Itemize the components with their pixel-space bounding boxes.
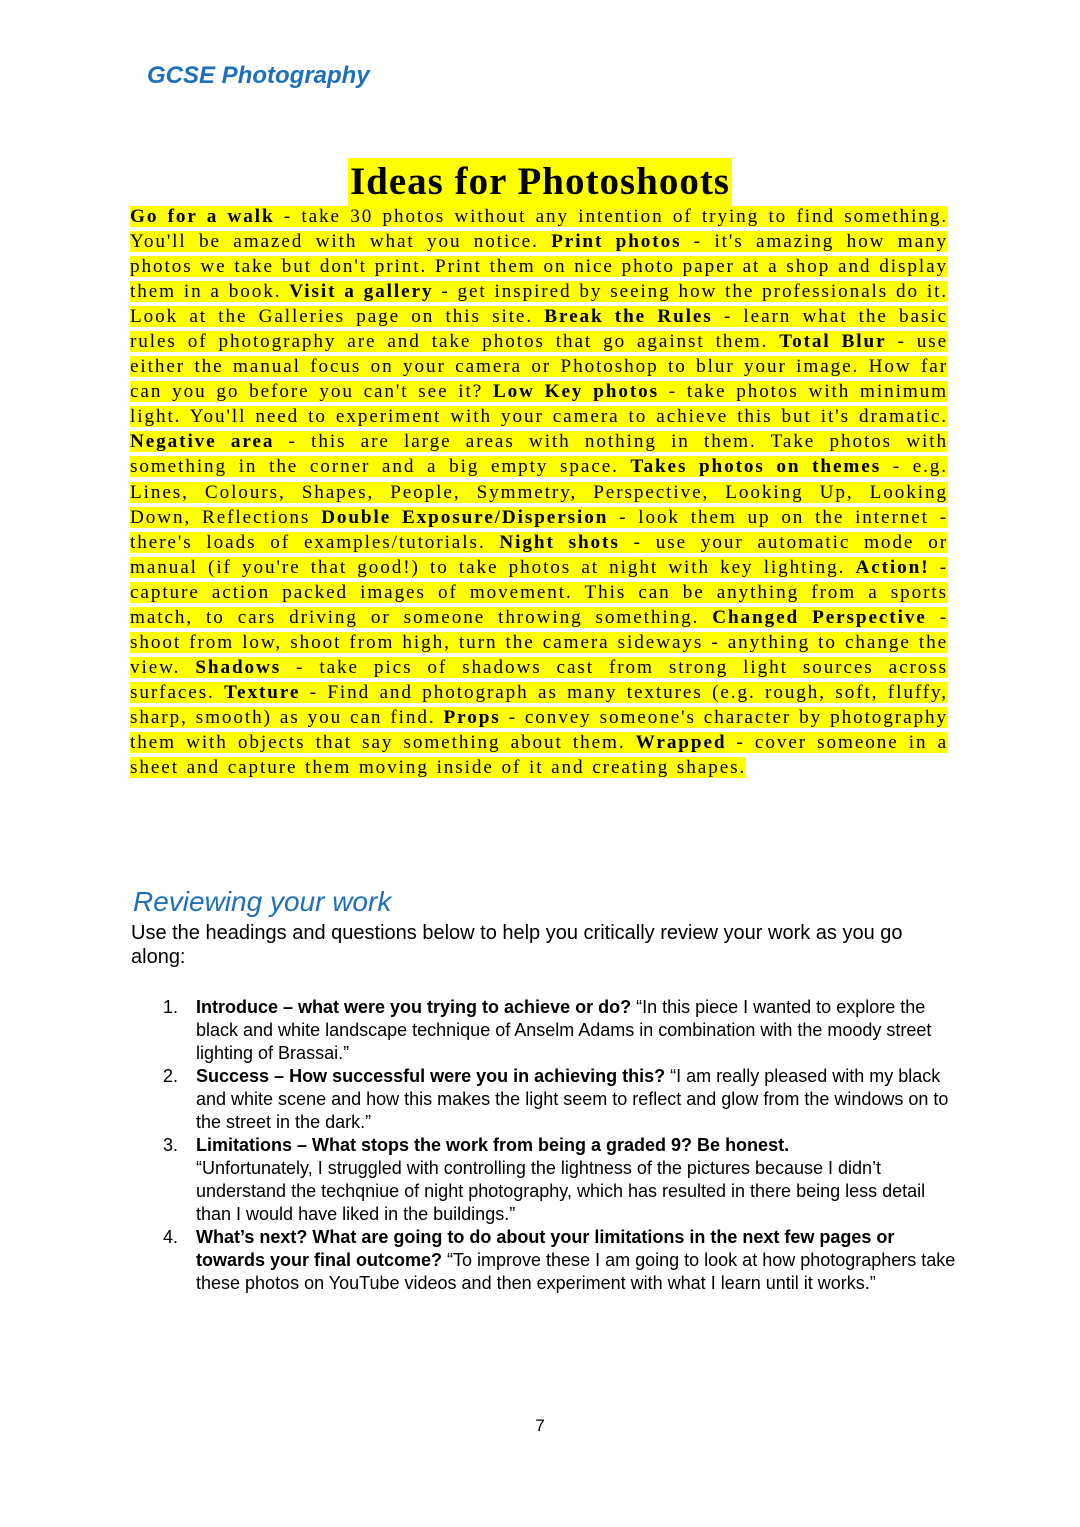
review-item	[163, 996, 956, 1065]
ideas-paragraph	[130, 204, 948, 780]
item-number: 2.	[163, 1066, 179, 1086]
item-answer: “Unfortunately, I struggled with controlling the lightness of the pictures because I didn’t understand the techqniue of night photography, which has resulted in there being less detail than I would have liked in the buildings.”	[196, 1158, 926, 1224]
idea-description: - use either the manual focus on your camera or Photoshop to blur your image. How far can you go before you can't see it?	[130, 331, 948, 403]
item-question: What’s next? What are going to do about your limitations in the next few pages or towards your final outcome?	[196, 1227, 895, 1270]
idea-name: Total Blur	[779, 331, 887, 353]
idea-description: - learn what the basic rules of photography are and take photos that go against them.	[130, 306, 948, 353]
idea-description: - get inspired by seeing how the professionals do it. Look at the Galleries page on this site.	[130, 281, 948, 328]
document-header: GCSE Photography	[147, 62, 370, 89]
item-question: Success – How successful were you in achieving this?	[196, 1066, 666, 1086]
idea-description: - take pics of shadows cast from strong light sources across surfaces.	[130, 656, 948, 703]
page-number: 7	[535, 1416, 545, 1435]
item-answer: “I am really pleased with my black and white scene and how this makes the light seem to reflect and glow from the windows on to the street in the dark.”	[196, 1066, 949, 1132]
item-question: Introduce – what were you trying to achieve or do?	[196, 997, 632, 1017]
idea-description: - look them up on the internet - there's loads of examples/tutorials.	[130, 506, 948, 553]
idea-description: - use your automatic mode or manual (if you're that good!) to take photos at night with key lighting.	[130, 531, 948, 578]
idea-name: Texture	[224, 681, 301, 703]
idea-description: - cover someone in a sheet and capture them moving inside of it and creating shapes.	[130, 731, 949, 779]
idea-name: Low Key photos	[492, 381, 659, 403]
idea-name: Props	[443, 706, 501, 728]
ideas-title-wrap	[0, 158, 1080, 206]
review-item	[163, 1226, 956, 1295]
idea-name: Takes photos on themes	[630, 456, 882, 478]
idea-name: Double Exposure/Dispersion	[321, 506, 609, 528]
idea-description: - Find and photograph as many textures (e.g. rough, soft, fluffy, sharp, smooth) as you can find.	[130, 681, 948, 728]
idea-description: - shoot from low, shoot from high, turn the camera sideways - anything to change the view.	[130, 606, 948, 678]
reviewing-heading: Reviewing your work	[133, 886, 392, 917]
idea-name: Action!	[855, 556, 930, 578]
idea-name: Changed Perspective	[712, 606, 927, 628]
idea-description: - this are large areas with nothing in them. Take photos with something in the corner and a big empty space.	[130, 431, 948, 478]
idea-description: - e.g. Lines, Colours, Shapes, People, Symmetry, Perspective, Looking Up, Looking Down, Reflections	[130, 456, 949, 528]
item-answer: “In this piece I wanted to explore the black and white landscape technique of Anselm Adams in combination with the moody street lighting of Brassai.”	[196, 997, 932, 1063]
idea-name: Print photos	[551, 231, 682, 253]
idea-name: Visit a gallery	[289, 281, 434, 303]
idea-description: - take 30 photos without any intention of trying to find something. You'll be amazed with what you notice.	[130, 206, 948, 253]
review-item	[163, 1134, 956, 1226]
review-item	[163, 1065, 956, 1134]
idea-description: - convey someone's character by photography them with objects that say something about them.	[130, 706, 948, 753]
idea-name: Wrapped	[635, 731, 727, 753]
item-number: 4.	[163, 1227, 179, 1247]
reviewing-intro: Use the headings and questions below to help you critically review your work as you go along:	[131, 922, 903, 968]
idea-description: - it's amazing how many photos we take but don't print. Print them on nice photo paper at a shop and display them in a book.	[130, 231, 948, 303]
idea-name: Negative area	[130, 431, 275, 453]
item-number: 1.	[163, 997, 179, 1017]
review-list	[163, 996, 956, 1295]
ideas-highlight	[130, 206, 948, 778]
item-number: 3.	[163, 1135, 179, 1155]
idea-description: - capture action packed images of movement. This can be anything from a sports match, to cars driving or someone throwing something.	[130, 556, 948, 628]
idea-name: Go for a walk	[130, 206, 275, 227]
item-answer: “To improve these I am going to look at how photographers take these photos on YouTube videos and then experiment with what I learn until it works.”	[196, 1250, 956, 1293]
idea-name: Break the Rules	[544, 306, 713, 328]
ideas-title: Ideas for Photoshoots	[348, 158, 732, 206]
idea-name: Night shots	[499, 531, 620, 553]
item-question: Limitations – What stops the work from being a graded 9? Be honest.	[196, 1135, 790, 1155]
idea-name: Shadows	[195, 656, 282, 678]
idea-description: - take photos with minimum light. You'll need to experiment with your camera to achieve this but it's dramatic.	[130, 381, 948, 428]
